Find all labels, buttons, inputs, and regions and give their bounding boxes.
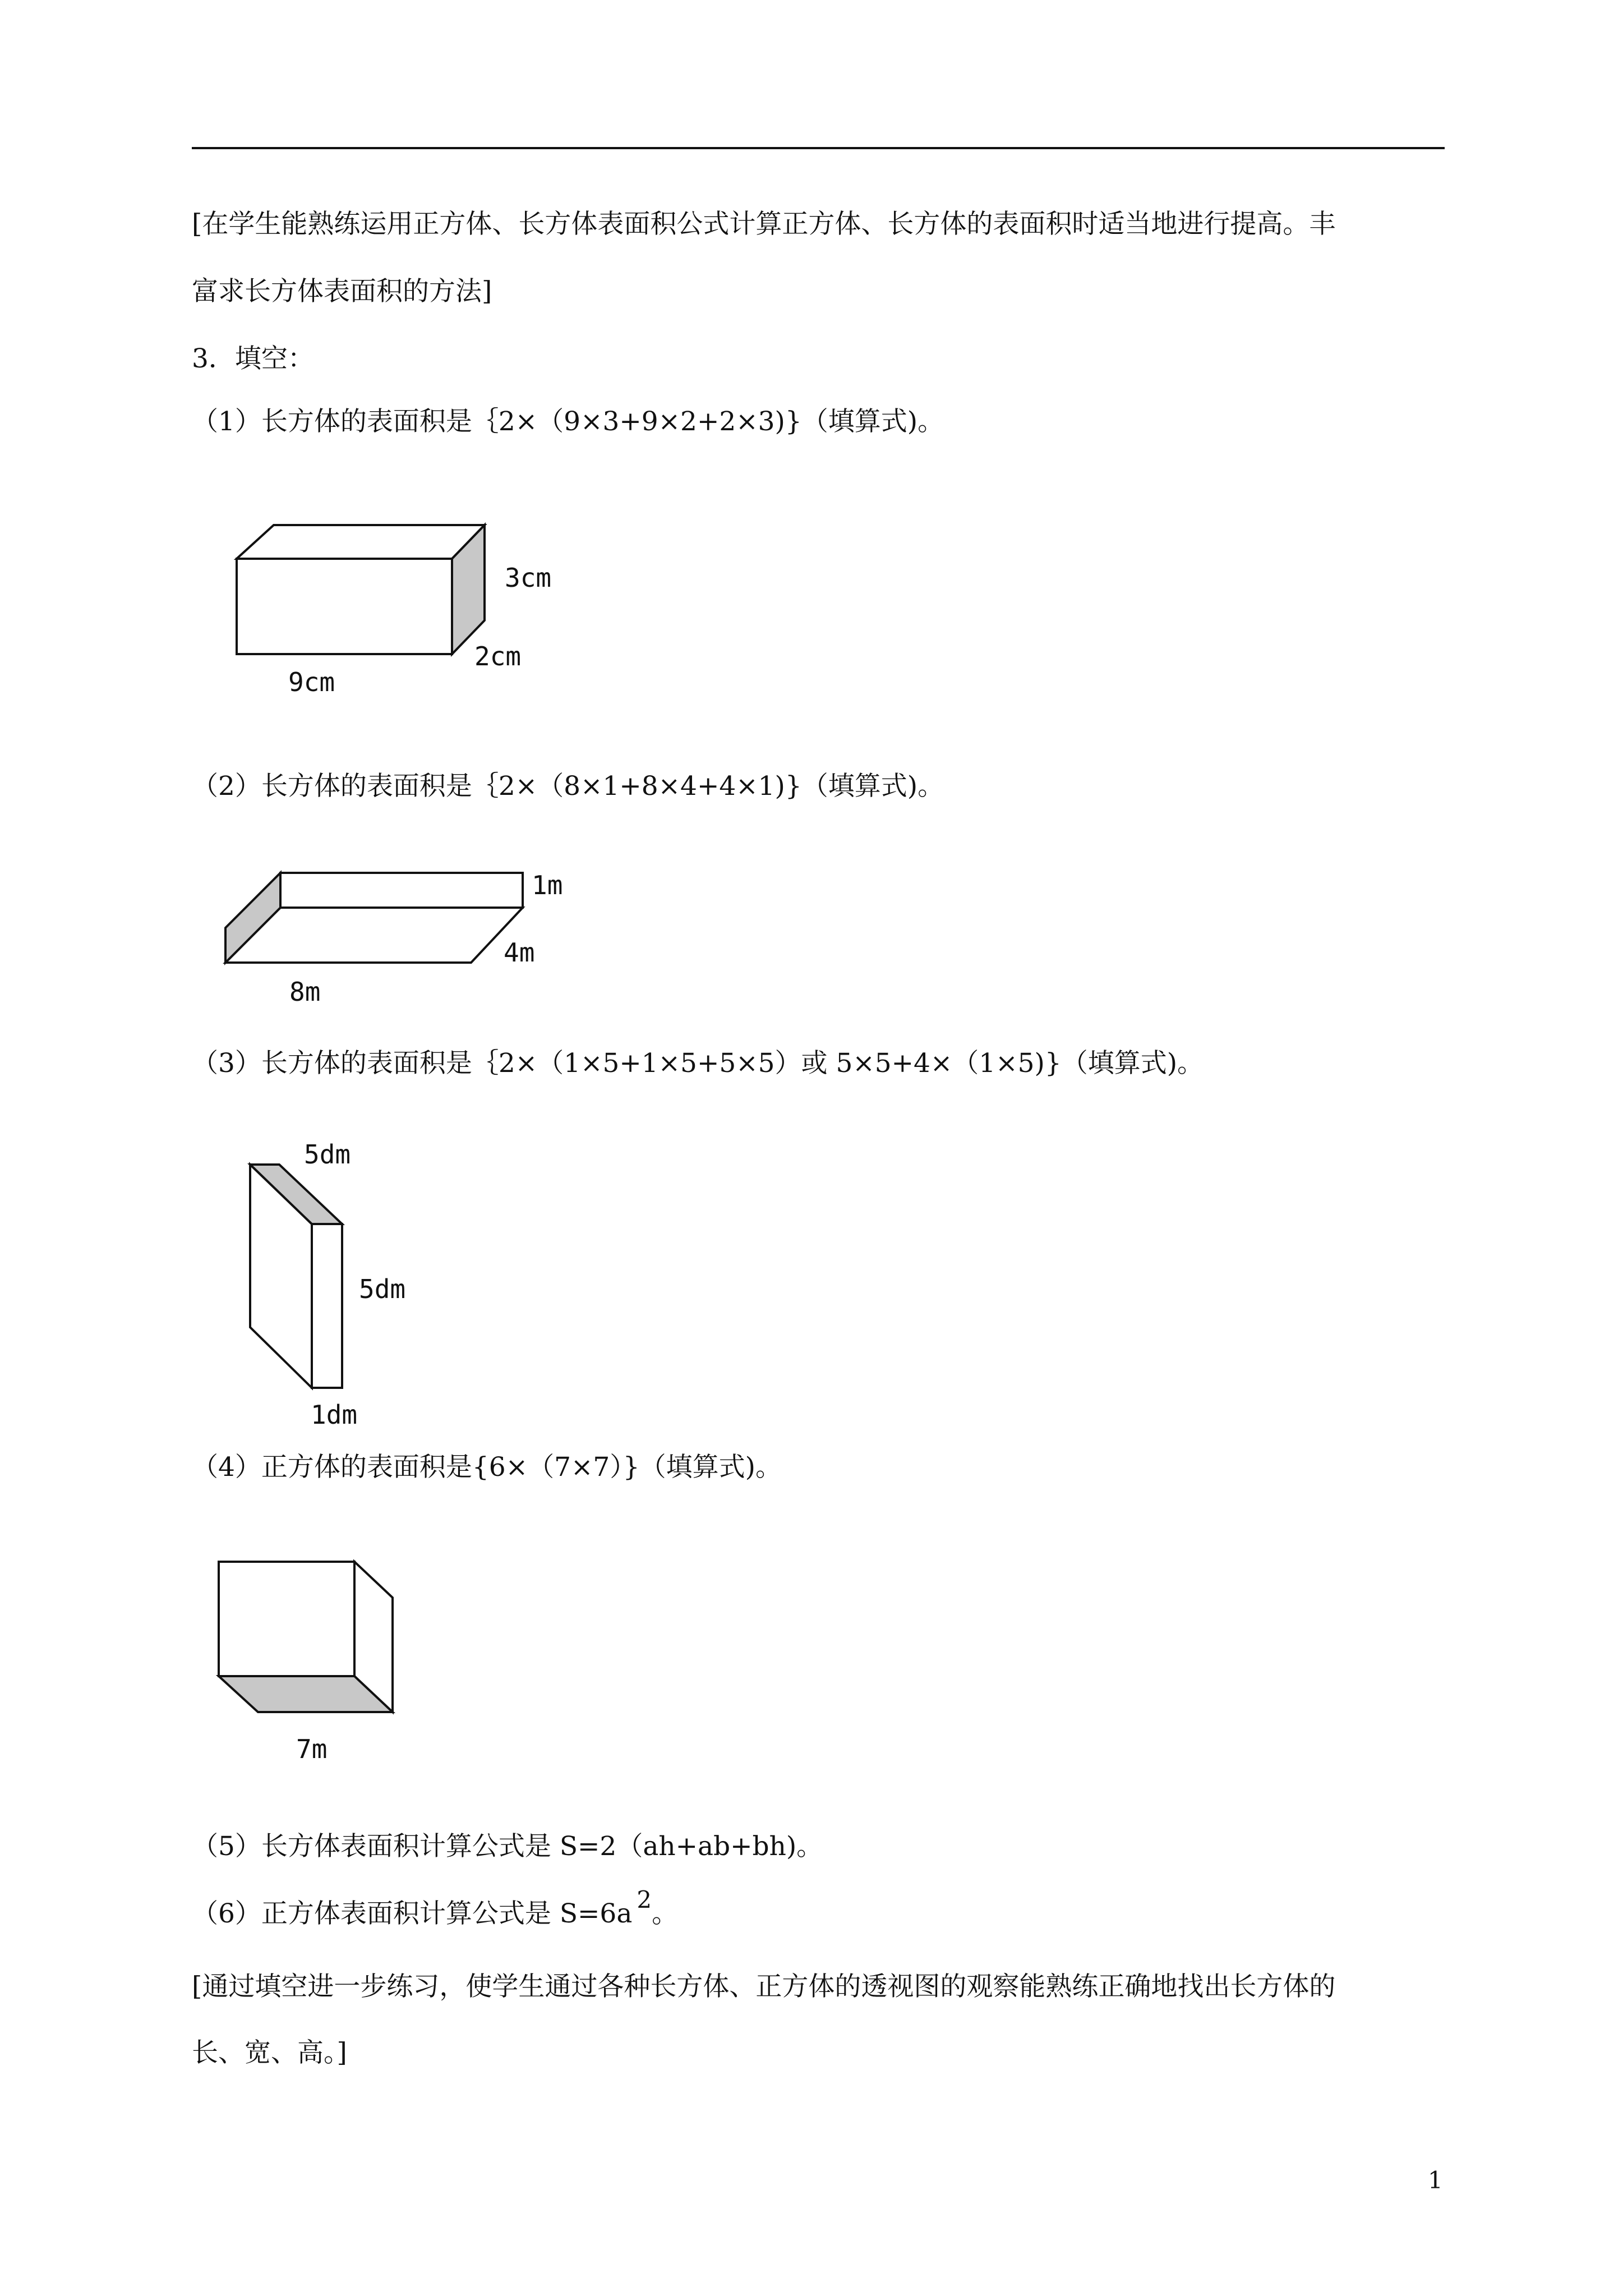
section-heading: 3．填空：	[192, 343, 314, 374]
item-6-exponent: 2	[637, 1886, 652, 1913]
intro-note-line-2: 富求长方体表面积的方法]	[192, 276, 492, 307]
closing-note-line-2: 长、宽、高。]	[192, 2037, 347, 2068]
cuboid-2-width-label: 4m	[504, 937, 535, 968]
item-6-line	[192, 1886, 679, 1931]
cuboid-2-length-label: 8m	[289, 977, 321, 1007]
cuboid-1-height-label: 3cm	[505, 563, 552, 593]
closing-note-line-1: [通过填空进一步练习，使学生通过各种长方体、正方体的透视图的观察能熟练正确地找出长方体的	[192, 1971, 1336, 2002]
cuboid-1-width-label: 2cm	[474, 641, 522, 671]
item-1-text: （1）长方体的表面积是｛2×（9×3+9×2+2×3)}（填算式)。	[192, 406, 944, 437]
cuboid-3-length-label: 5dm	[304, 1139, 351, 1170]
item-3-text: （3）长方体的表面积是｛2×（1×5+1×5+5×5）或 5×5+4×（1×5)}（填算式)。	[192, 1048, 1204, 1079]
cube-4-front-face	[219, 1562, 354, 1676]
cuboid-3-width-label: 1dm	[311, 1400, 358, 1430]
intro-note-line-1: [在学生能熟练运用正方体、长方体表面积公式计算正方体、长方体的表面积时适当地进行提高。丰	[192, 209, 1336, 240]
cuboid-3-height-label: 5dm	[359, 1274, 406, 1304]
item-5-text: （5）长方体表面积计算公式是 S=2（ah+ab+bh)。	[192, 1831, 823, 1862]
page-number: 1	[1428, 2166, 1443, 2194]
item-4-text: （4）正方体的表面积是{6×（7×7）}（填算式)。	[192, 1452, 782, 1483]
item-2-text: （2）长方体的表面积是｛2×（8×1+8×4+4×1)}（填算式)。	[192, 771, 944, 802]
cuboid-1-length-label: 9cm	[288, 667, 335, 697]
cube-4-edge-label: 7m	[296, 1734, 328, 1764]
item-6-suffix: 。	[652, 1898, 679, 1929]
cuboid-2-height-label: 1m	[532, 870, 563, 900]
item-6-text: （6）正方体表面积计算公式是 S=6a	[192, 1898, 633, 1929]
